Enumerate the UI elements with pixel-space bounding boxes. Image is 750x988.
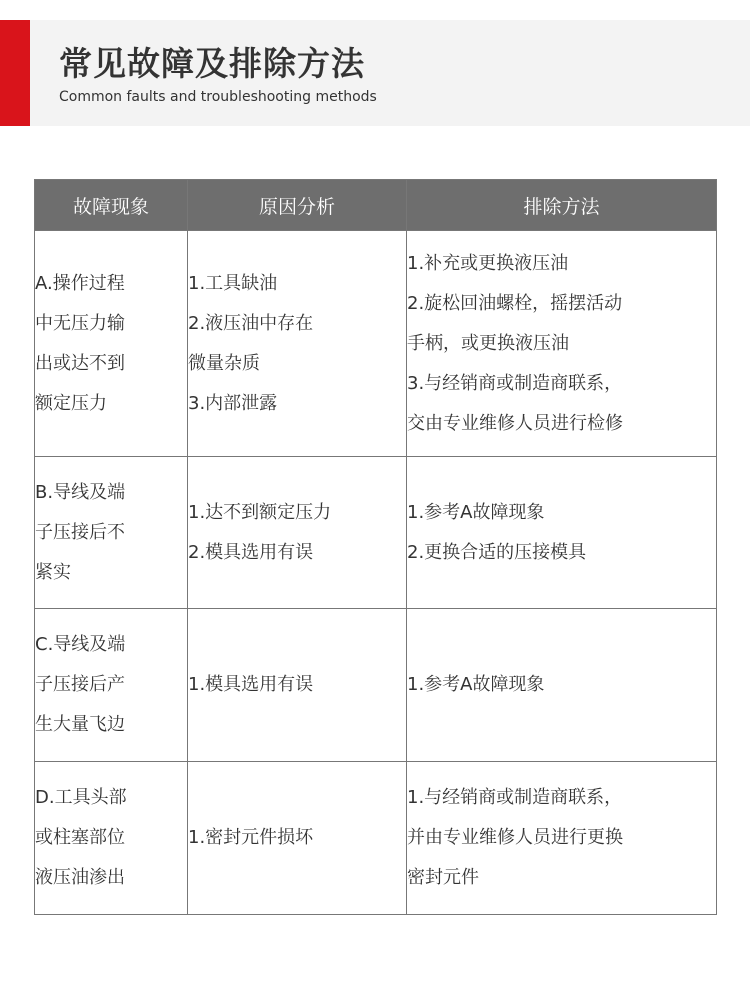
- cell-line: 手柄，或更换液压油: [407, 332, 569, 354]
- cause-cell: [188, 762, 407, 915]
- phenomenon-cell: [35, 609, 188, 762]
- cell-line: 1.补充或更换液压油: [407, 252, 569, 274]
- cell-line: 3.与经销商或制造商联系，: [407, 372, 623, 394]
- cell-line: 1.参考A故障现象: [407, 501, 545, 523]
- cell-line: 中无压力输: [35, 312, 125, 334]
- cell-line: 微量杂质: [188, 352, 260, 374]
- cell-line: 紧实: [35, 561, 71, 583]
- cell-line: 液压油渗出: [35, 867, 125, 888]
- cell-line: 2.旋松回油螺栓，摇摆活动: [407, 292, 623, 314]
- cell-line: 1.达不到额定压力: [188, 501, 332, 523]
- fault-table: [34, 179, 717, 915]
- cause-cell: [188, 231, 407, 457]
- cause-cell: [188, 609, 407, 762]
- cell-line: 1.模具选用有误: [188, 674, 314, 695]
- cell-line: 3.内部泄露: [188, 392, 278, 414]
- phenomenon-cell: [35, 457, 188, 609]
- cell-line: 密封元件: [407, 867, 479, 888]
- solution-cell: [407, 762, 717, 915]
- cell-line: D.工具头部: [35, 787, 127, 808]
- cell-line: 1.工具缺油: [188, 272, 278, 294]
- table-header-row: [35, 180, 717, 231]
- cell-line: 1.密封元件损坏: [188, 827, 314, 848]
- table-row: [35, 457, 717, 609]
- cell-line: 生大量飞边: [35, 714, 125, 735]
- phenomenon-cell: [35, 762, 188, 915]
- cell-line: 额定压力: [35, 392, 107, 414]
- cell-line: 子压接后不: [35, 521, 125, 543]
- table-row: [35, 762, 717, 915]
- phenomenon-cell: [35, 231, 188, 457]
- table-row: [35, 609, 717, 762]
- cell-line: C.导线及端: [35, 634, 126, 655]
- cell-line: 并由专业维修人员进行更换: [407, 827, 623, 848]
- cell-line: 2.更换合适的压接模具: [407, 541, 587, 563]
- page-subtitle: Common faults and troubleshooting methods: [59, 89, 377, 105]
- solution-cell: [407, 457, 717, 609]
- solution-cell: [407, 231, 717, 457]
- cell-line: 1.与经销商或制造商联系，: [407, 787, 623, 808]
- solution-cell: [407, 609, 717, 762]
- cell-line: A.操作过程: [35, 272, 125, 294]
- cell-line: 2.模具选用有误: [188, 541, 314, 563]
- cell-line: 1.参考A故障现象: [407, 674, 545, 695]
- cause-cell: [188, 457, 407, 609]
- cell-line: 子压接后产: [35, 674, 125, 695]
- column-header-solution: 排除方法: [407, 180, 717, 231]
- cell-line: B.导线及端: [35, 481, 126, 503]
- table-row: [35, 231, 717, 457]
- page-title: 常见故障及排除方法: [59, 44, 365, 83]
- column-header-phenomenon: 故障现象: [35, 180, 188, 231]
- cell-line: 交由专业维修人员进行检修: [407, 412, 623, 434]
- accent-bar: [0, 20, 30, 126]
- cell-line: 出或达不到: [35, 352, 125, 374]
- cell-line: 或柱塞部位: [35, 827, 125, 848]
- column-header-cause: 原因分析: [188, 180, 407, 231]
- cell-line: 2.液压油中存在: [188, 312, 314, 334]
- header-banner: [0, 20, 750, 126]
